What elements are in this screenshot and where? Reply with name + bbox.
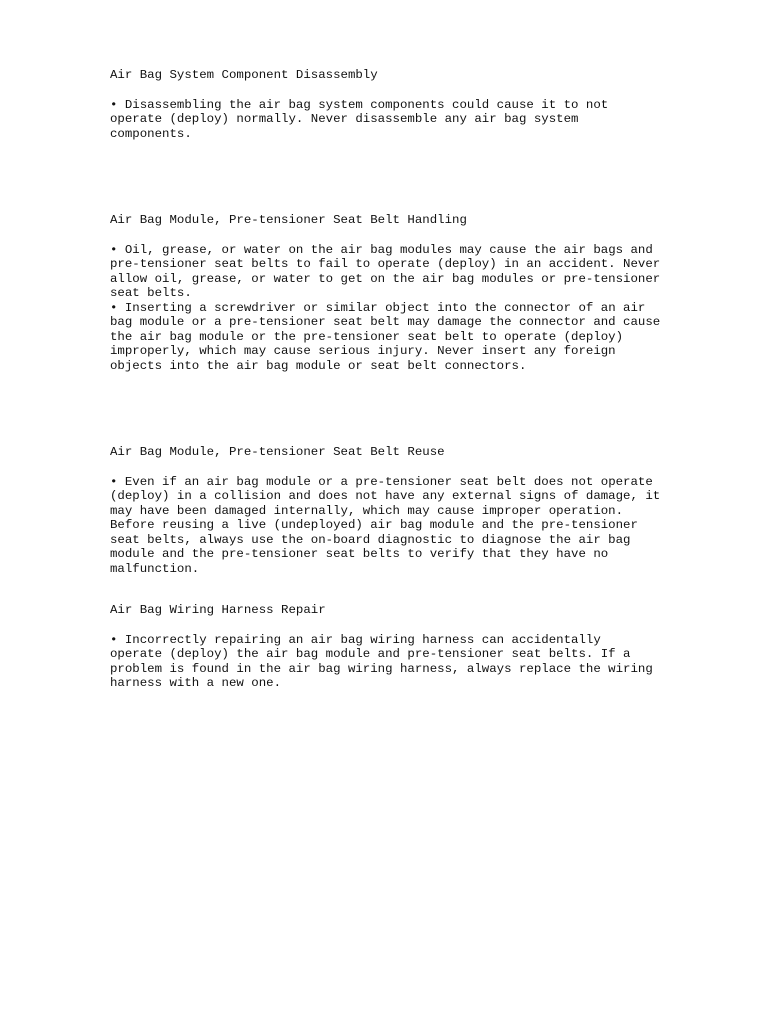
section-module-reuse [110, 445, 720, 576]
section-heading: Air Bag Module, Pre-tensioner Seat Belt Reuse [110, 445, 445, 459]
section-wiring-harness-repair [110, 603, 720, 691]
section-heading: Air Bag System Component Disassembly [110, 68, 378, 82]
bullet-icon [110, 301, 125, 315]
bullet-text: Oil, grease, or water on the air bag modules may cause the air bags and pre-tensioner seat belts to fail to operate (deploy) in an accident. Never allow oil, grease, or water to get on the air bag modules or pre-tensioner seat belts. [110, 242, 661, 300]
bullet-icon [110, 475, 125, 489]
bullet-icon [110, 633, 125, 647]
bullet-paragraph [110, 243, 720, 301]
bullet-paragraph [110, 633, 720, 691]
bullet-paragraph [110, 98, 720, 142]
bullet-text: Incorrectly repairing an air bag wiring harness can accidentally operate (deploy) the air bag module and pre-tensioner seat belts. If a problem is found in the air bag wiring harness, always replace the wiring harness with a new one. [110, 632, 653, 690]
bullet-text: Disassembling the air bag system components could cause it to not operate (deploy) normally. Never disassemble any air bag system components. [110, 97, 609, 141]
section-heading: Air Bag Wiring Harness Repair [110, 603, 326, 617]
bullet-paragraph [110, 475, 720, 577]
bullet-paragraph [110, 301, 720, 374]
section-component-disassembly [110, 68, 720, 141]
bullet-icon [110, 98, 125, 112]
bullet-text: Inserting a screwdriver or similar object into the connector of an air bag module or a pre-tensioner seat belt may damage the connector and cause the air bag module or the pre-tensioner seat belt to operate (deploy) improperly, which may cause serious injury. Never insert any foreign objects into the air bag module or seat belt connectors. [110, 300, 661, 373]
section-module-handling [110, 213, 720, 373]
bullet-text: Even if an air bag module or a pre-tensioner seat belt does not operate (deploy) in a collision and does not have any external signs of damage, it may have been damaged internally, which may cause improper operation. Before reusing a live (undeployed) air bag module and the pre-tensioner seat belts, always use the on-board diagnostic to diagnose the air bag module and the pre-tensioner seat belts to verify that they have no malfunction. [110, 474, 661, 576]
bullet-icon [110, 243, 125, 257]
section-heading: Air Bag Module, Pre-tensioner Seat Belt Handling [110, 213, 467, 227]
